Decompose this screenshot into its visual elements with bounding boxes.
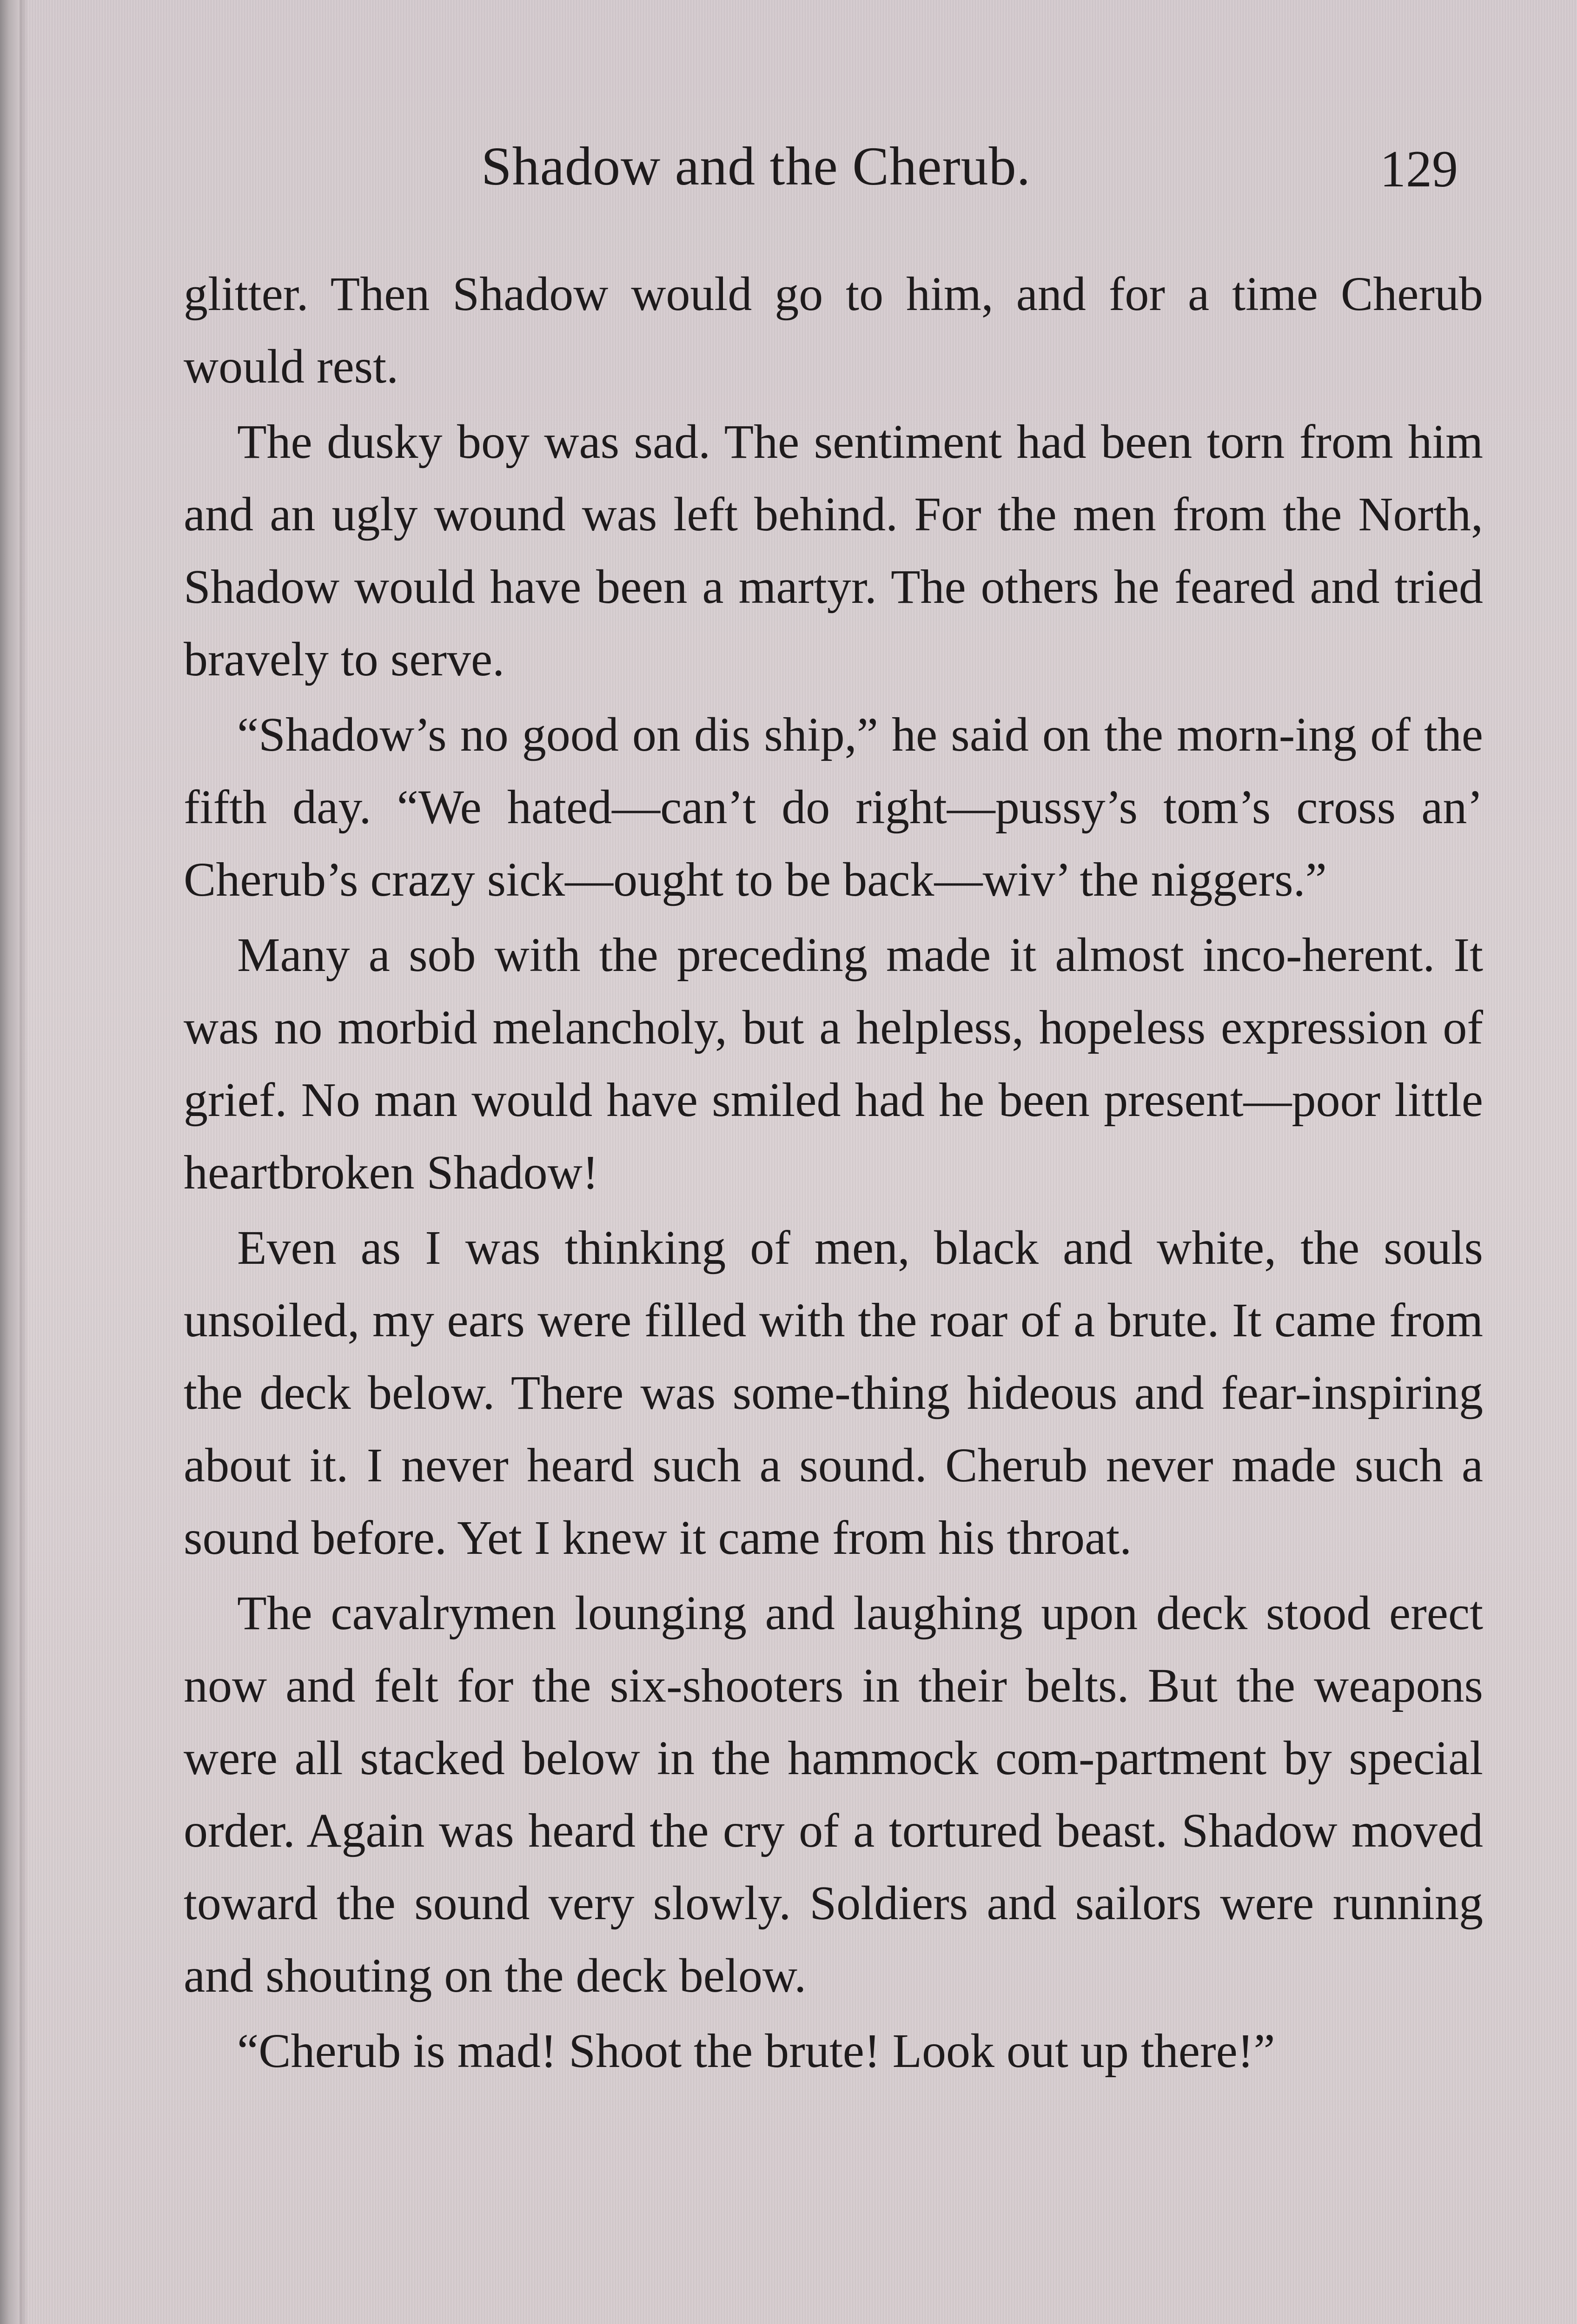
body-text (184, 258, 1483, 2090)
paragraph-7: “Cherub is mad! Shoot the brute! Look out up there!” (237, 2024, 1275, 2078)
running-title: Shadow and the Cherub. (481, 136, 1031, 197)
paragraph-6: The cavalrymen lounging and laughing upon deck stood erect now and felt for the six-shooters in their belts. But the weapons were all stacked below in the hammock com-partment by special order. Again was heard the cry of a tortured beast. Shadow moved toward the sound very slowly. Soldiers and sailors were running and shouting on the deck below. (184, 1586, 1483, 2002)
paragraph-2: The dusky boy was sad. The sentiment had been torn from him and an ugly wound was left behind. For the men from the North, Shadow would have been a martyr. The others he feared and tried bravely to serve. (184, 415, 1483, 686)
book-spine-edge (0, 0, 20, 2324)
paragraph-4: Many a sob with the preceding made it almost inco-herent. It was no morbid melancholy, but a helpless, hopeless expression of grief. No man would have smiled had he been present—poor little heartbroken Shadow! (184, 928, 1483, 1199)
gutter-shadow (20, 0, 28, 2324)
page-number: 129 (1380, 140, 1458, 198)
paragraph-5: Even as I was thinking of men, black and white, the souls unsoiled, my ears were filled with the roar of a brute. It came from the deck below. There was some-thing hideous and fear-inspiring about it. I never heard such a sound. Cherub never made such a sound before. Yet I knew it came from his throat. (184, 1221, 1483, 1565)
paragraph-1: glitter. Then Shadow would go to him, and for a time Cherub would rest. (184, 267, 1483, 393)
paragraph-3: “Shadow’s no good on dis ship,” he said on the morn-ing of the fifth day. “We hated—can’t do right—pussy’s tom’s cross an’ Cherub’s crazy sick—ought to be back—wiv’ the niggers.” (184, 708, 1483, 906)
